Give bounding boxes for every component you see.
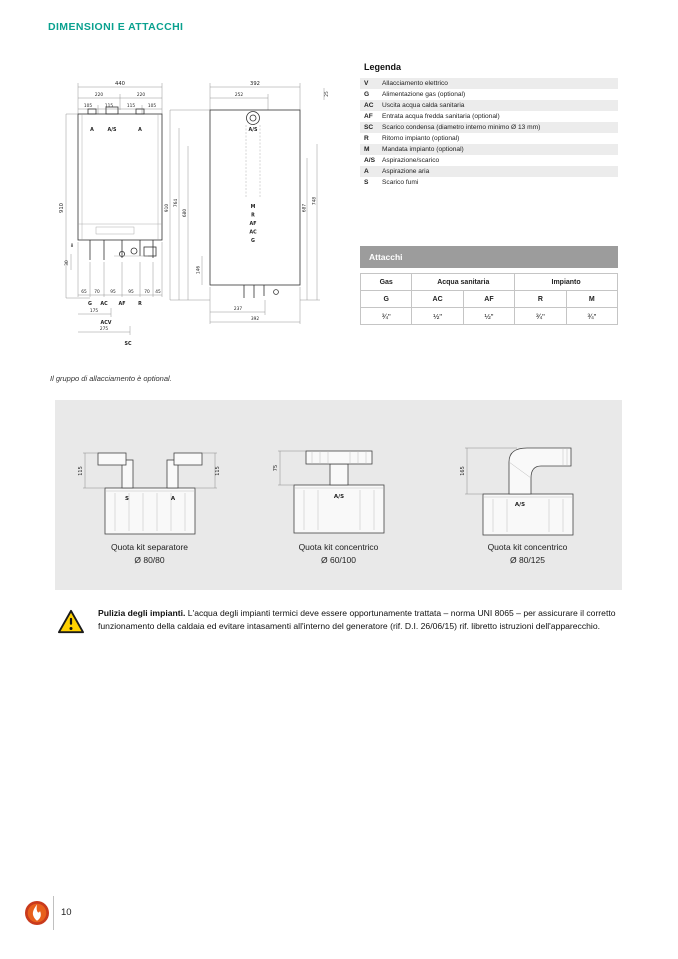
kit-caption: Quota kit concentrico [487,542,568,552]
warning-text [98,607,620,634]
legend-code: V [364,80,369,87]
svg-text:S: S [124,496,129,502]
svg-text:105: 105 [147,104,157,109]
attacchi-header: Attacchi [360,246,618,268]
code-g: G [361,291,412,308]
code-ac: AC [412,291,463,308]
svg-text:SC: SC [124,342,132,347]
value-ac: ½" [412,308,463,325]
svg-text:115: 115 [104,104,114,109]
legend-code: A [364,168,369,175]
brand-logo-icon [24,900,50,926]
svg-text:70: 70 [144,290,150,295]
page-number: 10 [61,907,72,918]
legend-label: Scarico condensa (diametro interno minimo Ø 13 mm) [382,124,541,131]
svg-text:AC: AC [249,230,257,236]
group-gas: Gas [361,274,412,291]
legend-label: Entrata acqua fredda sanitaria (optional) [382,113,500,120]
value-r: ¾" [515,308,566,325]
svg-text:146: 146 [196,265,202,275]
front-view [59,81,162,347]
svg-text:680: 680 [183,208,188,218]
svg-text:910: 910 [165,203,170,213]
legend-title: Legenda [364,62,402,72]
svg-text:G: G [88,302,92,307]
boiler-dimension-drawing [48,58,353,353]
svg-text:910: 910 [59,203,65,213]
value-af: ½" [463,308,514,325]
svg-text:A: A [170,496,175,502]
kit-concentrico-80-125 [443,430,613,590]
legend-row [360,122,618,133]
code-r: R [515,291,566,308]
svg-text:220: 220 [94,93,104,98]
svg-text:25: 25 [325,91,330,97]
legend-row [360,78,618,89]
svg-text:AF: AF [249,222,257,227]
svg-text:440: 440 [115,81,125,87]
value-g: ¾" [361,308,412,325]
svg-text:237: 237 [233,307,243,312]
svg-text:30: 30 [65,260,70,266]
svg-text:M: M [250,205,256,210]
kit-separatore-drawing [65,430,235,540]
svg-text:A: A [138,128,142,133]
legend-label: Allacciamento elettrico [382,80,448,87]
svg-text:A/S: A/S [248,128,258,133]
kit-caption: Quota kit concentrico [298,542,379,552]
svg-text:105: 105 [83,104,93,109]
legend-label: Aspirazione/scarico [382,157,440,164]
svg-text:A/S: A/S [333,494,344,500]
value-m: ¾" [566,308,617,325]
warning-section [57,607,620,635]
legend-row [360,155,618,166]
svg-text:G: G [251,239,255,244]
attacchi-code-row [361,291,618,308]
legend-code: G [364,91,370,98]
svg-text:A: A [90,128,94,133]
kit-separatore-80-80 [65,430,235,590]
legend-label: Alimentazione gas (optional) [382,91,466,98]
svg-text:70: 70 [94,290,100,295]
legend-row [360,100,618,111]
svg-text:220: 220 [136,93,146,98]
warning-body: L'acqua degli impianti termici deve essere opportunamente trattata – norma UNI 8065 – per assicurare il corretto funzionamento della caldaia ed evitare intasamenti all'interno del generatore (rif. D.I. 26/06/15) rif. libretto istruzioni dell'apparecchio. [98,608,616,632]
svg-text:95: 95 [128,290,134,295]
legend-label: Scarico fumi [382,179,419,186]
svg-text:175: 175 [89,309,99,314]
svg-text:275: 275 [99,327,109,332]
legend-row [360,177,618,188]
flue-kits-panel [55,400,622,590]
kit-size: Ø 80/125 [510,555,545,565]
svg-text:252: 252 [234,93,244,98]
legend-code: R [364,135,369,142]
svg-text:687: 687 [302,203,308,213]
svg-text:R: R [138,302,142,307]
legend-row [360,144,618,155]
legend-label: Mandata impianto (optional) [382,146,464,153]
legend-row [360,133,618,144]
warning-icon [57,609,85,635]
legend-row [360,89,618,100]
svg-text:392: 392 [250,317,260,322]
svg-text:392: 392 [250,81,260,87]
legend-code: A/S [364,157,375,164]
svg-text:115: 115 [126,104,136,109]
svg-text:115: 115 [77,466,84,476]
svg-text:R: R [251,213,255,219]
legend [360,62,618,188]
legend-label: Uscita acqua calda sanitaria [382,102,465,109]
legend-code: S [364,179,369,186]
svg-text:95: 95 [110,290,116,295]
code-m: M [566,291,617,308]
svg-text:45: 45 [155,290,161,295]
legend-code: AF [364,113,373,120]
attacchi-table [360,273,618,325]
svg-text:115: 115 [214,466,221,476]
group-impianto: Impianto [515,274,618,291]
legend-code: SC [364,124,374,131]
attacchi-group-row [361,274,618,291]
svg-text:ACV: ACV [100,321,112,326]
warning-title: Pulizia degli impianti. [98,608,186,618]
legend-label: Aspirazione aria [382,168,430,175]
legend-label: Ritorno impianto (optional) [382,135,460,142]
svg-text:764: 764 [174,198,179,208]
code-af: AF [463,291,514,308]
svg-text:165: 165 [459,466,466,476]
svg-text:65: 65 [81,290,87,295]
svg-text:A/S: A/S [514,502,525,508]
kit-concentrico-80-125-drawing [443,430,613,540]
kit-concentrico-60-100 [254,430,424,590]
svg-text:75: 75 [272,464,279,472]
legend-row [360,111,618,122]
page-title: DIMENSIONI E ATTACCHI [48,21,184,33]
legend-row [360,166,618,177]
attacchi-value-row [361,308,618,325]
legend-code: AC [364,102,374,109]
legend-code: M [364,146,370,153]
footer-divider [53,896,54,930]
kit-size: Ø 60/100 [321,555,356,565]
side-view [164,81,330,324]
svg-text:748: 748 [312,196,318,206]
kit-size: Ø 80/80 [134,555,165,565]
kit-concentrico-60-100-drawing [254,430,424,540]
svg-text:8: 8 [70,244,74,249]
attacchi-section [360,246,618,325]
svg-text:A/S: A/S [107,128,117,133]
kit-caption: Quota kit separatore [110,542,188,552]
svg-text:AF: AF [118,302,126,307]
group-acqua-sanitaria: Acqua sanitaria [412,274,515,291]
svg-text:AC: AC [100,302,108,307]
drawing-note: Il gruppo di allacciamento è optional. [50,374,172,383]
